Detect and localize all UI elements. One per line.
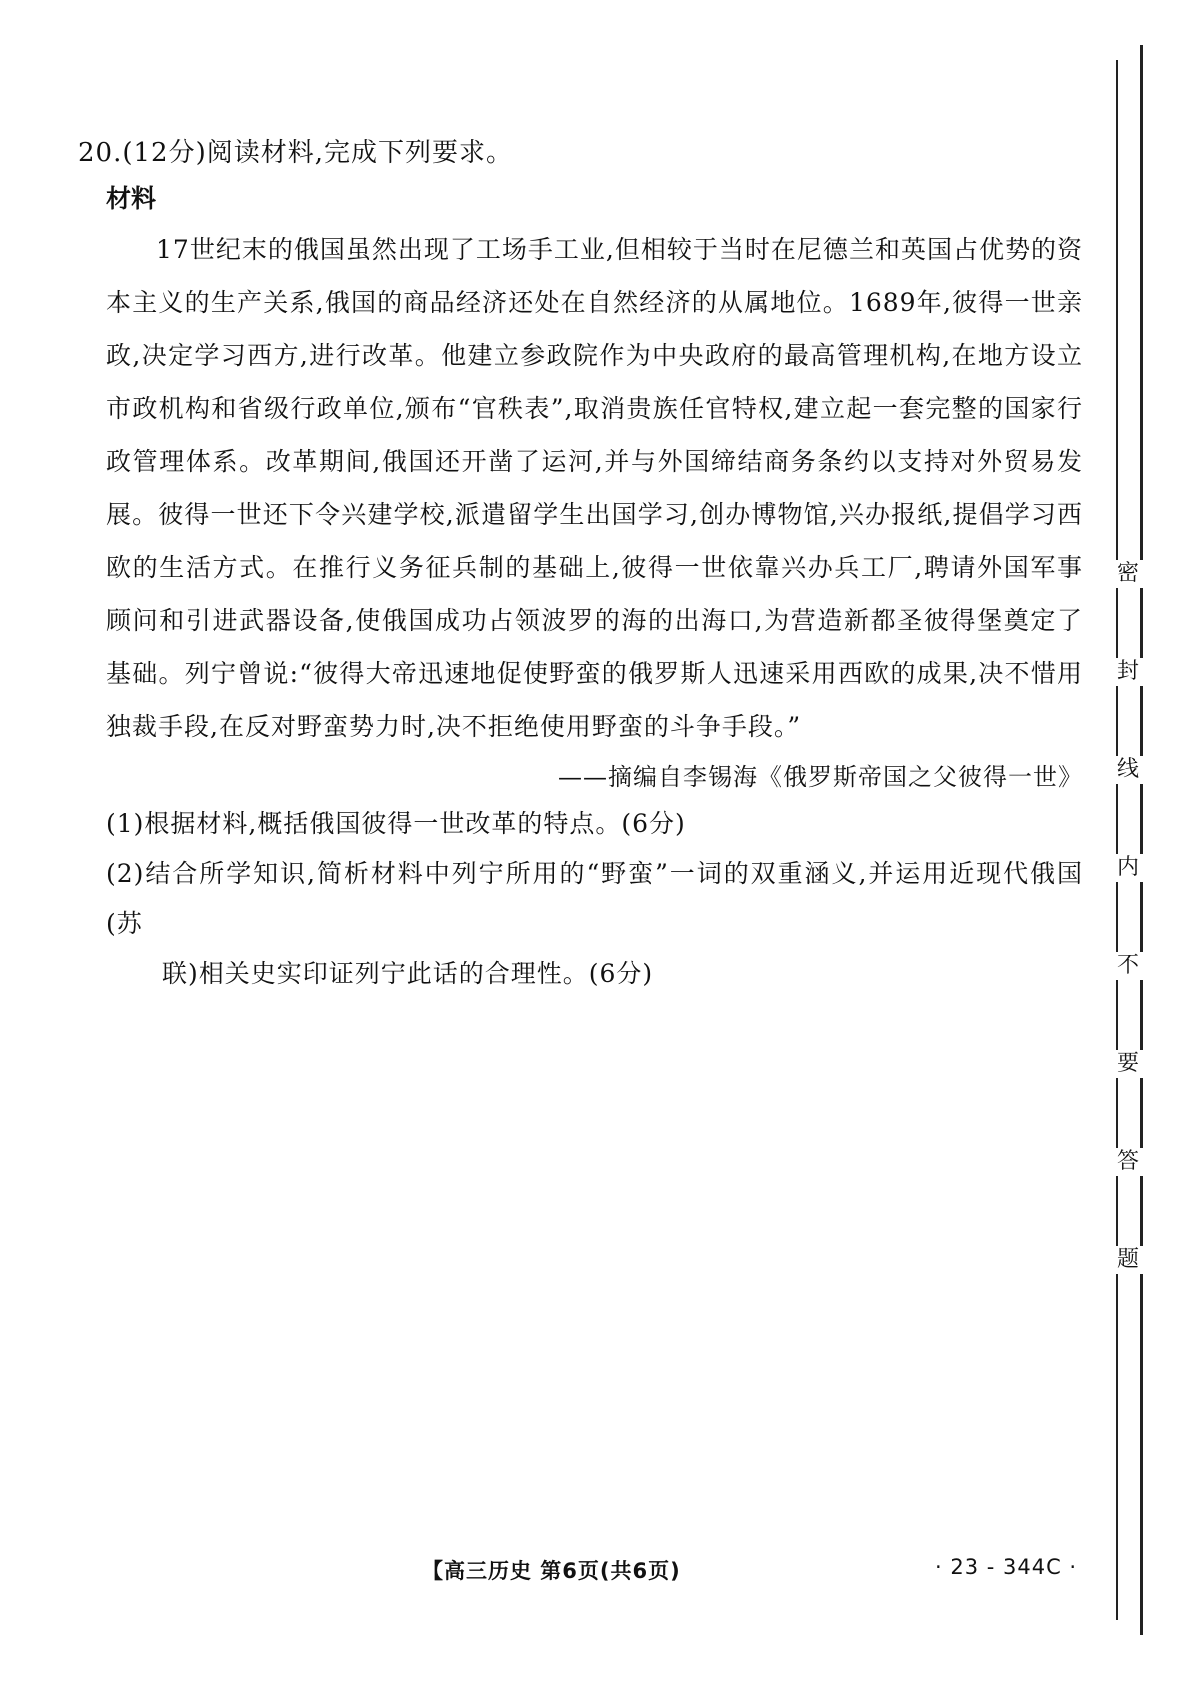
question-title: 20.(12分)阅读材料,完成下列要求。 xyxy=(78,138,513,168)
seal-char: 答 xyxy=(1108,1148,1148,1176)
seal-char: 要 xyxy=(1108,1050,1148,1078)
sub-question-2 xyxy=(106,849,1083,999)
seal-char: 不 xyxy=(1108,952,1148,980)
seal-char: 线 xyxy=(1108,756,1148,784)
seal-char: 密 xyxy=(1108,560,1148,588)
footer-exam-code: · 23 - 344C · xyxy=(935,1555,1078,1579)
material-label: 材料 xyxy=(106,184,157,213)
binding-line-thick xyxy=(1140,45,1143,1635)
footer-page-info: 【高三历史 第6页(共6页) xyxy=(422,1559,681,1583)
sub-question-2-line1: (2)结合所学知识,简析材料中列宁所用的“野蛮”一词的双重涵义,并运用近现代俄国(苏 xyxy=(106,859,1083,938)
material-text: 17世纪末的俄国虽然出现了工场手工业,但相较于当时在尼德兰和英国占优势的资本主义的生产关系,俄国的商品经济还处在自然经济的从属地位。1689年,彼得一世亲政,决定学习西方,进行改革。他建立参政院作为中央政府的最高管理机构,在地方设立市政机构和省级行政单位,颁布“官秩表”,取消贵族任官特权,建立起一套完整的国家行政管理体系。改革期间,俄国还开凿了运河,并与外国缔结商务条约以支持对外贸易发展。彼得一世还下令兴建学校,派遣留学生出国学习,创办博物馆,兴办报纸,提倡学习西欧的生活方式。在推行义务征兵制的基础上,彼得一世依靠兴办兵工厂,聘请外国军事顾问和引进武器设备,使俄国成功占领波罗的海的出海口,为营造新都圣彼得堡奠定了基础。列宁曾说:“彼得大帝迅速地促使野蛮的俄罗斯人迅速采用西欧的成果,决不惜用独裁手段,在反对野蛮势力时,决不拒绝使用野蛮的斗争手段。” xyxy=(106,235,1083,741)
sub-question-2-line2: 联)相关史实印证列宁此话的合理性。(6分) xyxy=(162,959,654,988)
seal-char: 封 xyxy=(1108,658,1148,686)
page-footer xyxy=(0,1555,1200,1595)
seal-char: 题 xyxy=(1108,1246,1148,1274)
seal-char: 内 xyxy=(1108,854,1148,882)
question-block xyxy=(78,135,1083,999)
material-source: ——摘编自李锡海《俄罗斯帝国之父彼得一世》 xyxy=(558,763,1083,791)
binding-line-thin xyxy=(1116,60,1118,1620)
sub-question-1: (1)根据材料,概括俄国彼得一世改革的特点。(6分) xyxy=(106,809,686,838)
